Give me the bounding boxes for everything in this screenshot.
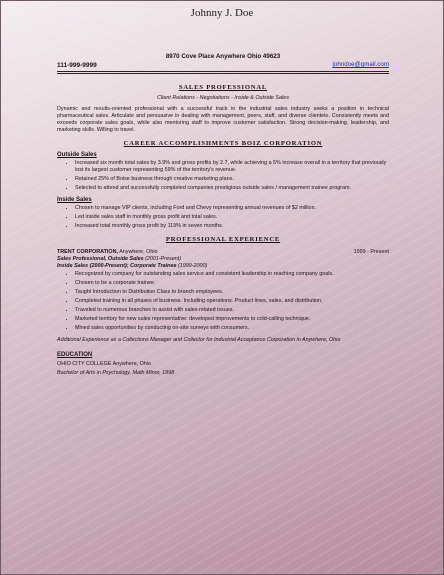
summary-subtitle: Client Relations - Negotiations - Inside & Outside Sales bbox=[157, 95, 289, 102]
list-item: • Led inside sales staff in monthly gross profit and total sales. bbox=[75, 214, 389, 221]
education-degree: Bachelor of Arts in Psychology, Math Minor, 1998 bbox=[57, 369, 175, 376]
education-school: OHIO CITY COLLEGE Anywhere, Ohio bbox=[57, 360, 151, 367]
experience-list bbox=[57, 271, 389, 333]
address: 8970 Cove Place Anywhere Ohio 49623 bbox=[165, 53, 281, 60]
role-2-dates: (1999-2000) bbox=[176, 262, 208, 269]
resume-body bbox=[57, 84, 389, 377]
outside-sales-list bbox=[57, 160, 389, 192]
list-item: • Increased total monthly gross profit by 119% in seven months. bbox=[75, 223, 389, 230]
applicant-name: Johnny J. Doe bbox=[190, 7, 254, 19]
list-item: • Chosen to be a corporate trainee. bbox=[75, 280, 389, 287]
list-item: • Traveled to numerous branches to assist with sales-related issues. bbox=[75, 307, 389, 314]
list-item: • Marketed territory for new sales representative: developed improvements to cold-calling technique. bbox=[75, 316, 389, 323]
job-dates: 1999 - Present bbox=[353, 248, 389, 255]
email-link[interactable]: johndoe@gmail.com bbox=[332, 61, 389, 68]
list-item: • Taught Introduction to Distribution Class to branch employees. bbox=[75, 289, 389, 296]
additional-experience: Additional Experience as a Collections Manager and Collector for Industrial Acceptance Corporation in Anywhere, Ohio bbox=[57, 336, 341, 343]
list-item: • Increased six month total sales by 3.9% and gross profits by 2.7, while achieving a 5% increase overall in a territory that previously lost its largest customer representing 59% of the territory's revenue. bbox=[75, 160, 389, 174]
summary-title: SALES PROFESSIONAL bbox=[178, 84, 268, 91]
phone-number: 111-999-9999 bbox=[57, 62, 97, 69]
list-item: • Selected to attend and successfully completed companies prestigious outside sales / management trainee program. bbox=[75, 185, 389, 192]
role-1-title: Sales Professional, Outside Sales bbox=[57, 255, 144, 262]
inside-sales-list bbox=[57, 205, 389, 230]
inside-sales-heading: Inside Sales bbox=[57, 197, 92, 204]
list-item: • Retained 25% of Boise business through creative marketing plans. bbox=[75, 176, 389, 183]
summary-text: Dynamic and results-oriented professional with a successful track in the industrial sales industry seeks a position in technical pharmaceutical sales. Articulate and persuasive in dealing with management, peers, staff, and diverse clientele. Consistently meets and exceeds corporate sales goals, while also mentoring staff to improve customer satisfaction. Strong decision-making, leadership, and marketing skills. Willing to travel. bbox=[57, 106, 389, 134]
list-item: • Completed training in all phases of business. Including operations. Product lines, sales, and distribution. bbox=[75, 298, 389, 305]
company-location: Anywhere, Ohio bbox=[118, 248, 158, 255]
job-role-1 bbox=[57, 256, 389, 263]
experience-title: PROFESSIONAL EXPERIENCE bbox=[165, 235, 281, 243]
header-divider-secondary bbox=[57, 73, 389, 74]
education-heading: EDUCATION bbox=[57, 351, 93, 358]
role-2-title: Inside Sales (2000-Present); Corporate Trainee bbox=[57, 262, 177, 269]
header-divider bbox=[57, 71, 389, 72]
outside-sales-heading: Outside Sales bbox=[57, 151, 97, 158]
list-item: • Recognized by company for outstanding sales service and consistent leadership in reaching company goals. bbox=[75, 271, 389, 278]
list-item: • Chosen to manage VIP clients, including Ford and Chevy representing annual revenues of $2 million. bbox=[75, 205, 389, 212]
contact-row bbox=[57, 53, 389, 69]
job-header bbox=[57, 249, 389, 256]
accomplishments-title: CAREER ACCOMPLISHMENTS BOIZ CORPORATION bbox=[123, 139, 323, 147]
company-name: TRENT CORPORATION, bbox=[57, 248, 118, 255]
job-role-2 bbox=[57, 263, 389, 270]
list-item: • Mined sales opportunities by conducting on-site surveys with consumers. bbox=[75, 325, 389, 332]
role-1-dates: (2001-Present) bbox=[143, 255, 182, 262]
